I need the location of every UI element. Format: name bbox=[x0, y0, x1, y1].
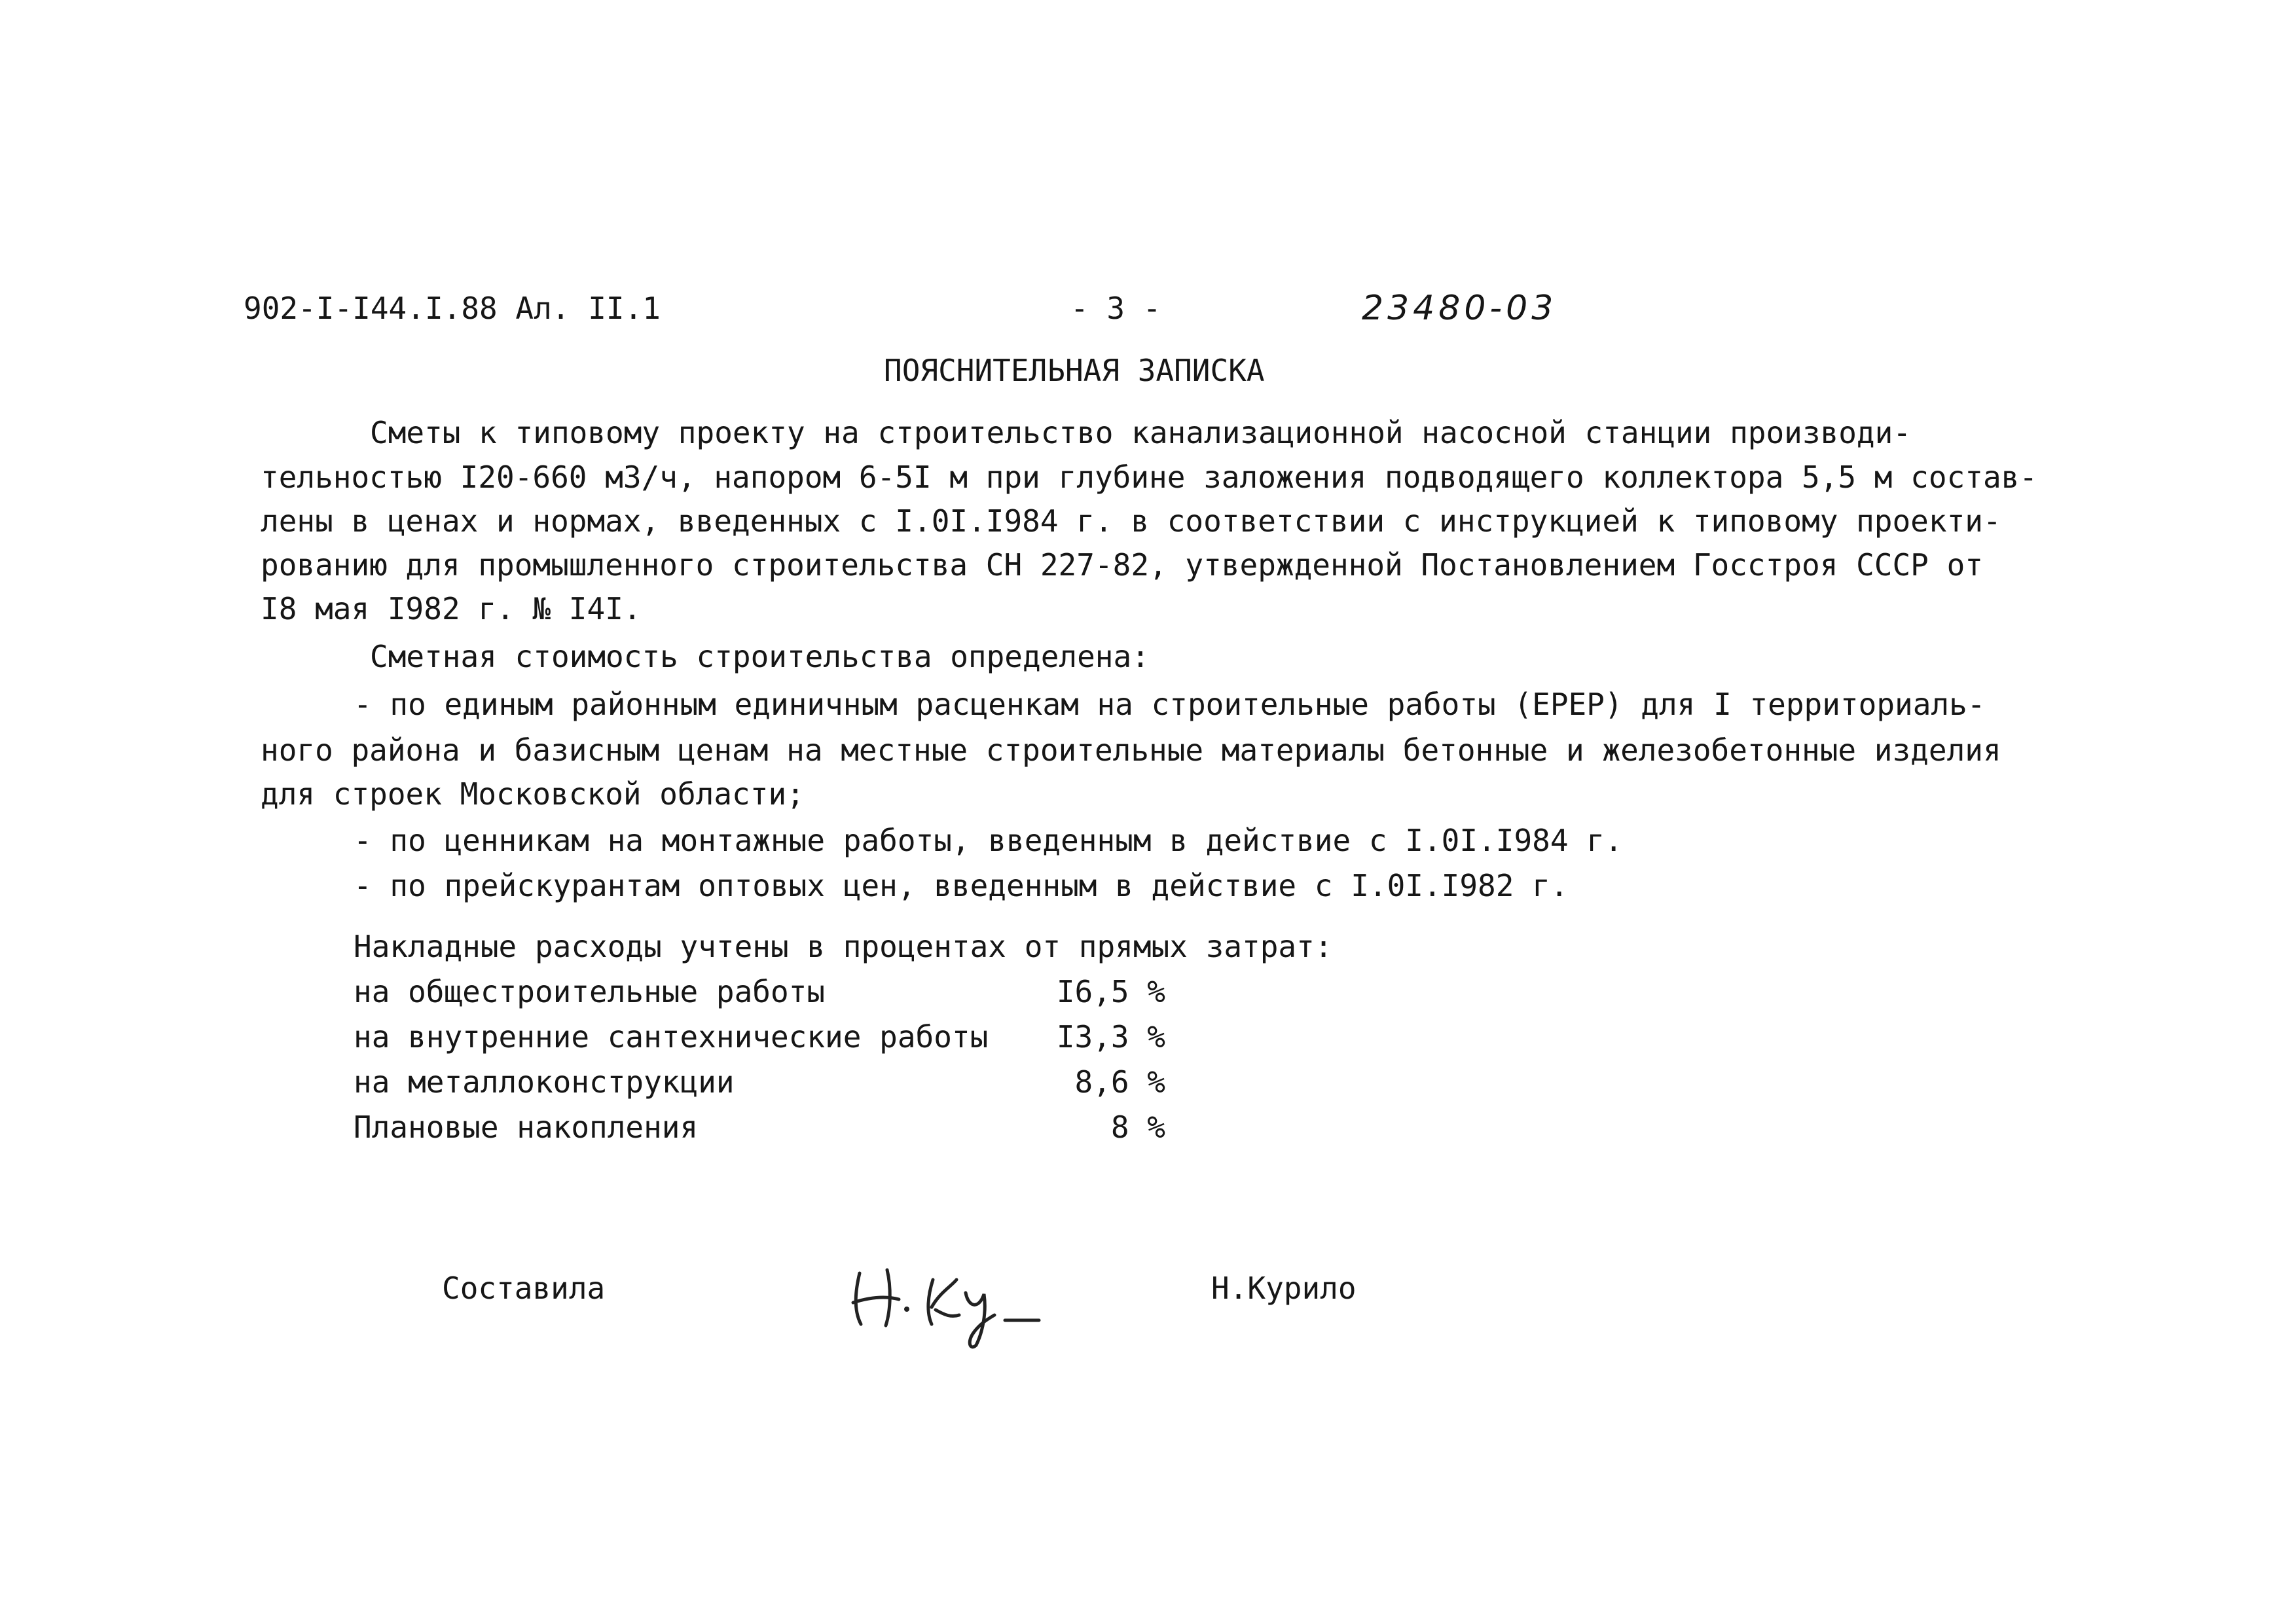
document-code: 902-I-I44.I.88 Ал. II.1 bbox=[244, 291, 661, 326]
list-item: - по единым районным единичным расценкам на строительные работы (ЕРЕР) для I территориаль- bbox=[354, 687, 1986, 722]
list-item: - по ценникам на монтажные работы, введенным в действие с I.0I.I984 г. bbox=[354, 823, 1623, 858]
cost-intro-text: Сметная стоимость строительства определена: bbox=[370, 639, 1150, 674]
page-number: - 3 - bbox=[1070, 291, 1161, 326]
handwritten-signature-icon bbox=[848, 1247, 1044, 1352]
paragraph-line: Сметы к типовому проекту на строительство канализационной насосной станции производи- bbox=[370, 415, 1912, 450]
page-title: ПОЯСНИТЕЛЬНАЯ ЗАПИСКА bbox=[884, 353, 1265, 388]
paragraph-line: тельностью I20-660 м3/ч, напором 6-5I м при глубине заложения подводящего коллектора 5,5 м состав- bbox=[261, 460, 2038, 495]
list-item-continuation: ного района и базисным ценам на местные строительные материалы бетонные и железобетонные изделия bbox=[261, 732, 2001, 768]
signer-name: Н.Курило bbox=[1211, 1271, 1357, 1306]
paragraph-line: рованию для промышленного строительства СН 227-82, утвержденной Постановлением Госстроя СССР от bbox=[261, 547, 1983, 583]
overhead-row-label: Плановые накопления bbox=[354, 1110, 699, 1145]
overhead-row-value: I6,5 % bbox=[1056, 974, 1165, 1009]
paragraph-line: I8 мая I982 г. № I4I. bbox=[261, 591, 642, 626]
document-number: 23480-03 bbox=[1362, 289, 1558, 328]
overhead-row-value: 8 % bbox=[1110, 1110, 1165, 1145]
overhead-row-value: I3,3 % bbox=[1056, 1019, 1165, 1055]
compiled-by-label: Составила bbox=[442, 1271, 606, 1306]
overheads-intro: Накладные расходы учтены в процентах от прямых затрат: bbox=[354, 929, 1333, 964]
overhead-row-label: на внутренние сантехнические работы bbox=[354, 1019, 989, 1055]
list-item-continuation: для строек Московской области; bbox=[261, 776, 805, 812]
paragraph-line: лены в ценах и нормах, введенных с I.0I.I984 г. в соответствии с инструкцией к типовому проекти- bbox=[261, 503, 2001, 539]
overhead-row-value: 8,6 % bbox=[1074, 1064, 1165, 1100]
list-item: - по прейскурантам оптовых цен, введенным в действие с I.0I.I982 г. bbox=[354, 868, 1569, 903]
overhead-row-label: на общестроительные работы bbox=[354, 974, 826, 1009]
overhead-row-label: на металлоконструкции bbox=[354, 1064, 735, 1100]
